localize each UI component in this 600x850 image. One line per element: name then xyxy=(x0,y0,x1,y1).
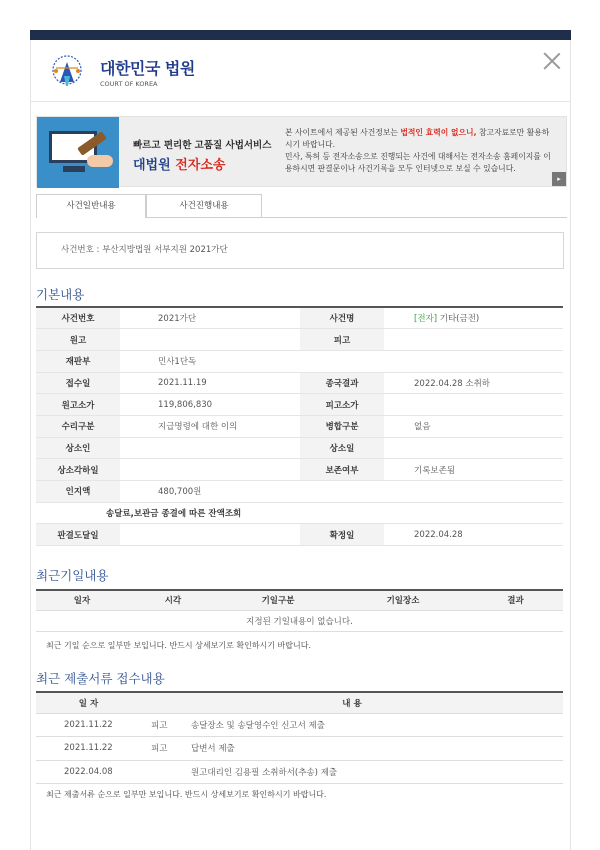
table-row: 2021.11.22 피고 답변서 제출 xyxy=(36,737,563,761)
tab-bar xyxy=(36,194,567,218)
recent-dates-table xyxy=(36,589,563,632)
balance-inquiry-link[interactable]: 송달료,보관금 종결에 따른 잔액조회 xyxy=(36,502,563,524)
banner-illustration xyxy=(37,117,119,188)
table-row: 원고 피고 xyxy=(36,329,563,351)
case-number-label: 사건번호 : xyxy=(61,245,103,255)
table-row: 상소인 상소일 xyxy=(36,437,563,459)
table-row: 원고소가 119,806,830 피고소가 xyxy=(36,394,563,416)
tab-general[interactable]: 사건일반내용 xyxy=(36,194,146,218)
table-row: 인지액 480,700원 xyxy=(36,481,563,503)
section-title-recent-docs: 최근 제출서류 접수내용 xyxy=(36,671,165,686)
recent-docs-note: 최근 제출서류 순으로 일부만 보입니다. 반드시 상세보기로 확인하시기 바랍니다. xyxy=(46,790,327,799)
court-emblem-icon xyxy=(46,52,88,92)
table-row xyxy=(36,502,563,524)
table-row: 2022.04.08 원고대리인 김용필 소취하서(추송) 제출 xyxy=(36,760,563,784)
table-row: 상소각하일 보존여부 기록보존됨 xyxy=(36,459,563,481)
table-row: 재판부 민사1단독 xyxy=(36,350,563,372)
case-number-value: 부산지방법원 서부지원 2021가단 xyxy=(102,245,228,255)
basic-info-table xyxy=(36,306,563,546)
table-row: 2021.11.22 피고 송달장소 및 송달영수인 신고서 제출 xyxy=(36,713,563,737)
table-header-row: 일자 시각 기일구분 기일장소 결과 xyxy=(36,590,563,610)
close-icon[interactable] xyxy=(543,52,561,70)
table-row: 사건번호 2021가단 사건명 [전자] 기타(금전) xyxy=(36,307,563,329)
tab-progress[interactable]: 사건진행내용 xyxy=(146,194,262,218)
table-row: 접수일 2021.11.19 종국결과 2022.04.28 소취하 xyxy=(36,372,563,394)
table-header-row: 일 자 내 용 xyxy=(36,692,563,713)
site-subtitle: COURT OF KOREA xyxy=(100,80,158,88)
banner-title: 대법원 전자소송 xyxy=(133,158,226,173)
banner-notice: 본 사이트에서 제공된 사건정보는 법적인 효력이 없으니, 참고자료로만 활용하시기 바랍니다. 민사, 특허 등 전자소송으로 진행되는 사건에 대해서는 전자소송 홈페이지를 이용하시면 판결문이나 사건기록을 모두 인터넷으로 보실 수 있습니다. xyxy=(285,128,551,173)
header xyxy=(30,40,571,102)
table-row xyxy=(36,610,563,631)
e-litigation-banner[interactable] xyxy=(36,116,567,187)
section-title-recent-dates: 최근기일내용 xyxy=(36,568,109,583)
case-number-box xyxy=(36,232,564,269)
empty-dates-message: 지정된 기일내용이 없습니다. xyxy=(36,610,563,631)
banner-arrow-icon[interactable]: ▸ xyxy=(552,172,566,186)
top-bar xyxy=(30,30,571,40)
recent-dates-note: 최근 기일 순으로 일부만 보입니다. 반드시 상세보기로 확인하시기 바랍니다. xyxy=(46,641,311,650)
site-title[interactable]: 대한민국 법원 xyxy=(100,59,195,78)
table-row: 판결도달일 확정일 2022.04.28 xyxy=(36,524,563,546)
table-row: 수리구분 지급명령에 대한 이의 병합구분 없음 xyxy=(36,415,563,437)
recent-docs-table xyxy=(36,691,563,784)
banner-tagline: 빠르고 편리한 고품질 사법서비스 xyxy=(133,140,272,151)
section-title-basic: 기본내용 xyxy=(36,287,85,302)
